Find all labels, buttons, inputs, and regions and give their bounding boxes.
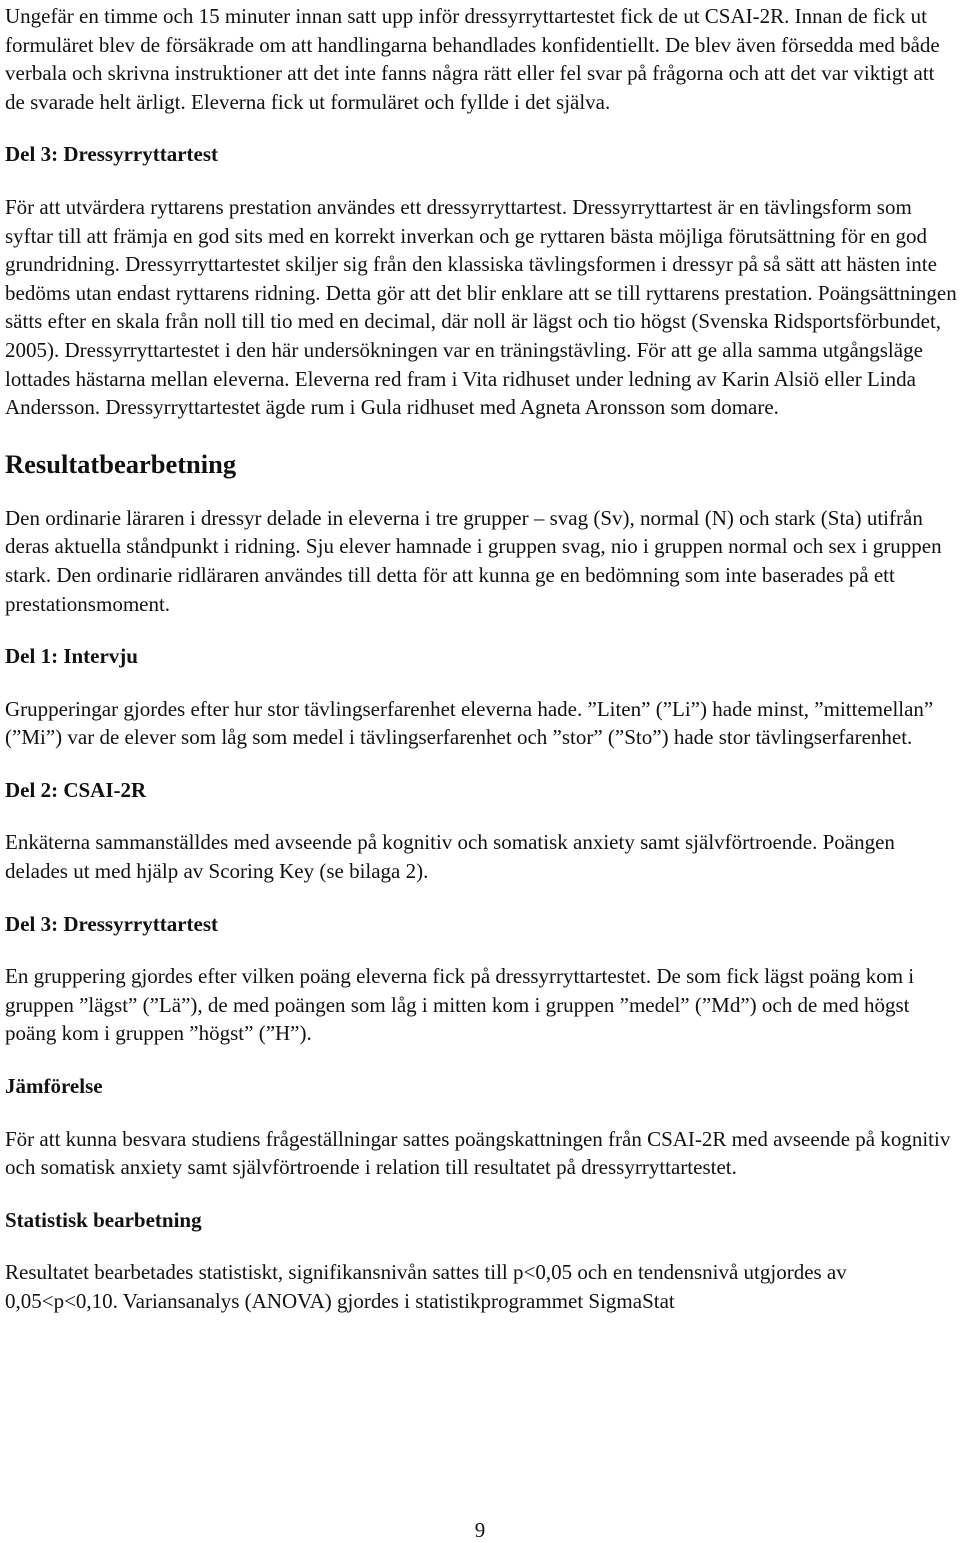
comparison-text: För att kunna besvara studiens frågeställningar sattes poängskattningen från CSAI-2R med avseende på kognitiv och somatisk anxiety samt självförtroende i relation till resultatet på dressyrryttartestet. — [5, 1126, 951, 1180]
results-intro-paragraph: Den ordinarie läraren i dressyr delade in eleverna i tre grupper – svag (Sv), normal (N) och stark (Sta) utifrån deras aktuella ståndpunkt i ridning. Sju elever hamnade i gruppen svag, nio i gruppen normal och sex i gruppen stark. Den ordinarie ridläraren användes till detta för att kunna ge en bedömning som inte baserades på ett prestationsmoment. — [5, 505, 942, 616]
del1-text: Grupperingar gjordes efter hur stor tävlingserfarenhet eleverna hade. ”Liten” (”Li”) hade minst, ”mittemellan” (”Mi”) var de elever som låg som medel i tävlingserfarenhet och ”stor” (”Sto”) hade stor tävlingserfarenhet. — [5, 696, 934, 750]
method-del3-text: För att utvärdera ryttarens prestation användes ett dressyrryttartest. Dressyrryttartest är en tävlingsform som syftar till att främja en god sits med en korrekt inverkan och ge ryttaren bästa möjliga förutsättning för en god grundridning. Dressyrryttartestet skiljer sig från den klassiska tävlingsformen i dressyr på så sätt att hästen inte bedöms utan endast ryttarens ridning. Detta gör att det blir enklare att se till ryttarens prestation. Poängsättningen sätts efter en skala från noll till tio med en decimal, där noll är lägst och tio högst (Svenska Ridsportsförbundet, 2005). Dressyrryttartestet i den här undersökningen var en träningstävling. För att ge alla samma utgångsläge lottades hästarna mellan eleverna. Eleverna red fram i Vita ridhuset under ledning av Karin Alsiö eller Linda Andersson. Dressyrryttartestet ägde rum i Gula ridhuset med Agneta Aronsson som domare. — [5, 194, 957, 420]
comparison-heading: Jämförelse — [5, 1074, 103, 1099]
statistics-heading: Statistisk bearbetning — [5, 1207, 202, 1232]
del3-heading: Del 3: Dressyrryttartest — [5, 911, 219, 936]
del1-heading: Del 1: Intervju — [5, 644, 138, 669]
del2-heading: Del 2: CSAI-2R — [5, 777, 147, 802]
del3-text: En gruppering gjordes efter vilken poäng eleverna fick på dressyrryttartestet. De som fick lägst poäng kom i gruppen ”lägst” (”Lä”), de med poängen som låg i mitten kom i gruppen ”medel” (”Md”) och de med högst poäng kom i gruppen ”högst” (”H”). — [5, 964, 915, 1046]
statistics-text: Resultatet bearbetades statistiskt, signifikansnivån sattes till p<0,05 och en tendensnivå utgjordes av 0,05<p<0,10. Variansanalys (ANOVA) gjordes i statistikprogrammet SigmaStat — [5, 1260, 847, 1313]
page-number: 9 — [474, 1518, 486, 1542]
results-heading: Resultatbearbetning — [5, 448, 237, 479]
del2-text: Enkäterna sammanställdes med avseende på kognitiv och somatisk anxiety samt självförtroende. Poängen delades ut med hjälp av Scoring Key (se bilaga 2). — [5, 830, 895, 884]
document-page — [5, 2, 957, 1316]
intro-paragraph: Ungefär en timme och 15 minuter innan satt upp inför dressyrryttartestet fick de ut CSAI-2R. Innan de fick ut formuläret blev de försäkrade om att handlingarna behandlades konfidentiellt. De blev även försedda med både verbala och skrivna instruktioner att det inte fanns några rätt eller fel svar på frågorna och att det var viktigt att de svarade helt ärligt. Eleverna fick ut formuläret och fyllde i det själva. — [5, 4, 940, 114]
method-del3-heading: Del 3: Dressyrryttartest — [5, 142, 219, 167]
